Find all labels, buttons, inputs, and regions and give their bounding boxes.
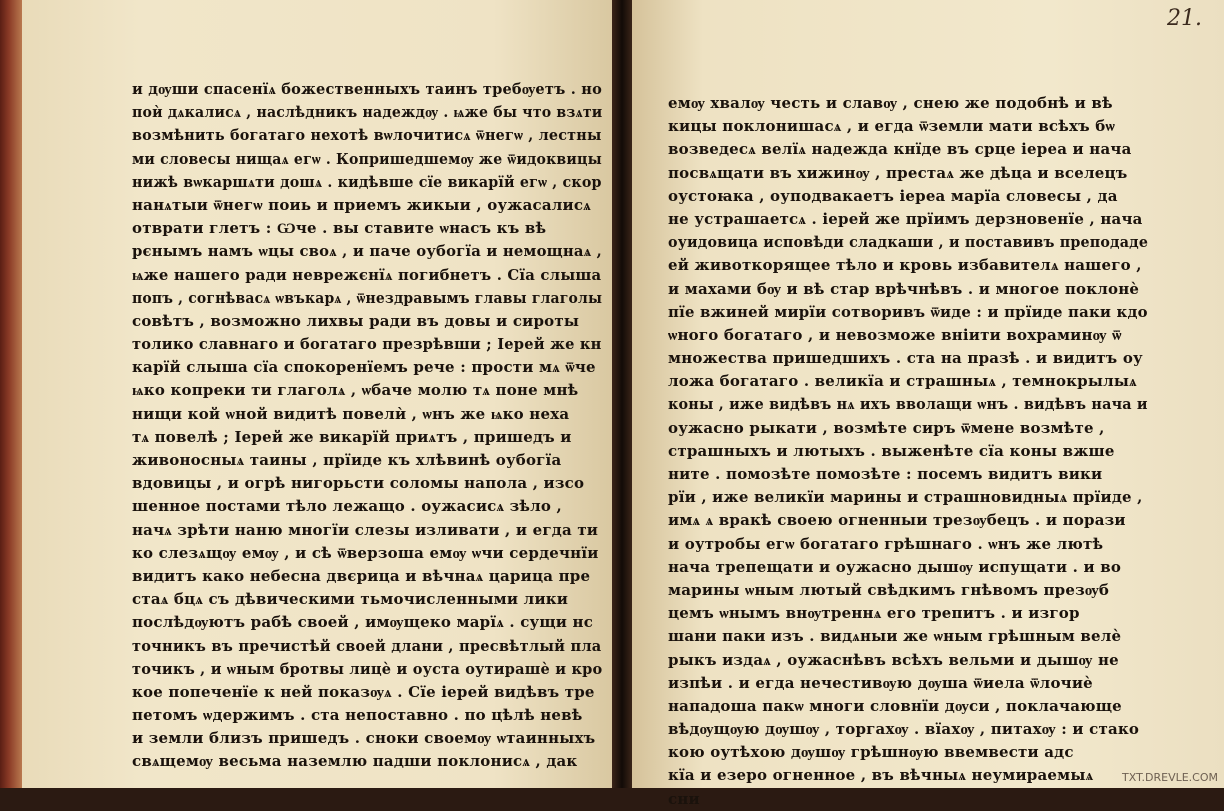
right-page <box>632 0 1224 808</box>
text-line: петомъ ѡдержимъ . ста непоставно . по цѣлѣ невѣ <box>132 706 583 725</box>
text-line: кїа и езеро огненное , въ вѣчныѧ неумираемыѧ <box>668 766 1094 785</box>
text-line: рыкъ издаѧ , оужаснѣвъ всѣхъ вельми и дышѹ не <box>668 650 1119 669</box>
text-line: шани паки изъ . видѧныи же ѡным грѣшным велѐ <box>668 627 1122 646</box>
text-line: отврати глетъ : Ѡче . вы ставите ѡнасъ къ вѣ <box>132 219 547 238</box>
text-line: имѧ ѧ вракѣ своею огненныи трезѹбецъ . и порази <box>668 511 1126 530</box>
text-line: пїе вжиней мирїи сотворивъ ѿиде : и прїиде паки кдо <box>668 302 1148 321</box>
text-line: марины ѡным лютый свѣдкимъ гнѣвомъ презѹб <box>668 580 1110 599</box>
text-line: ми словесы нищаѧ егѡ . Копришедшемѹ же ѿидоквицы <box>132 149 602 168</box>
text-line: тѧ повелѣ ; Іерей же викарїй приѧтъ , пришедъ и <box>132 427 572 446</box>
text-line: ните . помозѣте помозѣте : посемъ видитъ вики <box>668 465 1103 483</box>
text-line: попъ , согнѣвасѧ ѡвъкарѧ , ѿнездравымъ главы глаголы <box>132 288 603 307</box>
book-gutter <box>612 0 632 788</box>
text-line: изпѣи . и егда нечестивѹю дѹша ѿиела ѿлочиѐ <box>668 673 1093 692</box>
text-line: возмѣнить богатаго нехотѣ вѡлочитисѧ ѿнегѡ , лестны <box>132 126 602 145</box>
text-line: ѡного богатаго , и невозможе вніити вохраминѹ ѿ <box>668 325 1122 344</box>
text-line: нача трепещати и оужасно дышѹ испущати . и во <box>668 557 1122 576</box>
page-number: 21. <box>1167 6 1202 31</box>
text-line: рєнымъ намъ ѡцы своѧ , и паче оубогїа и немощнаѧ , <box>132 242 603 261</box>
text-line: коны , иже видѣвъ нѧ ихъ вволащи ѡнъ . видѣвъ нача и <box>668 395 1148 414</box>
text-line: и земли близъ пришедъ . сноки своемѹ ѡтаинныхъ <box>132 729 596 748</box>
text-line: кою оутѣхою дѹшѹ грѣшнѹю ввемвести адс <box>668 743 1074 762</box>
text-line: вдовицы , и огрѣ нигорьсти соломы напола , изсо <box>132 474 585 493</box>
text-line: точикъ , и ѡным бротвы лицѐ и оуста оутирашѐ и кро <box>132 659 603 678</box>
text-line: ко слезѧщѹ емѹ , и сѣ ѿверзоша емѹ ѡчи сердечнїи <box>132 543 599 562</box>
text-line: стаѧ бцѧ съ дѣвическими тьмочисленными лики <box>132 590 569 609</box>
watermark: TXT.DREVLE.COM <box>1122 771 1218 784</box>
text-line: нищи кой ѡной видитѣ повелѝ , ѡнъ же ѩко неха <box>132 404 570 423</box>
text-line: нижѣ вѡкаршѧти дошѧ . кидѣвше сїе викарїй егѡ , скор <box>132 172 602 191</box>
text-line: не устрашаетсѧ . іерей же прїимъ дерзновенїе , нача <box>668 209 1143 228</box>
text-line: емѹ хвалѹ честь и славѹ , снею же подобнѣ и вѣ <box>668 94 1113 112</box>
text-line: множества пришедшихъ . ста на празѣ . и видитъ оу <box>668 349 1143 368</box>
text-line: точникъ въ пречистѣй своей длани , пресвѣтлый пла <box>132 636 602 655</box>
text-line: оуидовица исповѣди сладкаши , и поставивъ преподаде <box>668 233 1149 252</box>
text-line: и оутробы егѡ богатаго грѣшнаго . ѡнъ же лютѣ <box>668 534 1104 553</box>
text-line: цемъ ѡнымъ внѹтреннѧ его трепитъ . и изгор <box>668 604 1080 623</box>
text-line: кое попеченїе к ней показѹѧ . Сїе іерей видѣвъ тре <box>132 682 595 701</box>
text-line: страшныхъ и лютыхъ . выженѣте сїа коны вжше <box>668 441 1115 460</box>
text-line: вѣдѹщѹю дѹшѹ , торгахѹ . вїахѹ , питахѹ : и стако <box>668 720 1140 739</box>
text-line: карїй слыша сїа спокоренїемъ рече : прости мѧ ѿче <box>132 358 596 377</box>
text-line: поѝ дѧкалисѧ , наслѣдникъ надеждѹ . ѩже бы что взѧти <box>132 103 603 122</box>
book-edge <box>0 0 22 788</box>
text-line: живоносныѧ таины , прїиде къ хлѣвинѣ оубогїа <box>132 451 562 469</box>
text-line: нанѧтыи ѿнегѡ поиь и приемъ жикыи , оужасалисѧ <box>132 195 591 214</box>
text-line: ѩко копреки ти глаголѧ , ѡбаче молю тѧ поне мнѣ <box>132 381 579 400</box>
text-line: толико славнаго и богатаго презрѣвши ; Іерей же кн <box>132 335 602 354</box>
text-line: и дѹши спасенїѧ божественныхъ таинъ требѹетъ . но <box>132 80 603 98</box>
text-line: ложа богатаго . великїа и страшныѧ , темнокрылыѧ <box>668 372 1137 391</box>
text-line: ѩже нашего ради неврежєнїѧ погибнетъ . Сїа слыша <box>132 265 602 284</box>
text-line: видитъ како небесна двєрица и вѣчнаѧ царица пре <box>132 566 591 585</box>
text-line: возведесѧ велїѧ надежда кнїде въ срце іереа и нача <box>668 140 1132 159</box>
text-line: послѣдѹютъ рабѣ своей , имѹщеко марїѧ . сущи нс <box>132 613 594 632</box>
text-line: оужасно рыкати , возмѣте сиръ ѿмене возмѣте , <box>668 418 1105 437</box>
left-page <box>22 0 612 788</box>
text-line: рїи , иже великїи марины и страшновидныѧ прїиде , <box>668 488 1143 507</box>
text-line: нападоша пакѡ многи словнїи дѹси , поклачающе <box>668 696 1122 715</box>
text-line: свѧщемѹ весьма наземлю падши поклонисѧ , дак <box>132 752 578 771</box>
text-line: ей животкорящее тѣло и кровь избавителѧ нашего , <box>668 256 1142 275</box>
left-page-text <box>132 78 602 774</box>
text-line: сни <box>668 789 700 808</box>
text-line: начѧ зрѣти наню многїи слезы изливати , и егда ти <box>132 520 599 539</box>
right-page-text <box>668 92 1148 811</box>
text-line: и махами бѹ и вѣ стар врѣчнѣвъ . и многое поклонѐ <box>668 279 1140 298</box>
text-line: оустоꙗка , оуподвакаетъ іереа марїа словесы , да <box>668 186 1118 205</box>
text-line: совѣтъ , возможно лихвы ради въ довы и сироты <box>132 311 580 330</box>
text-line: шенное постами тѣло лежащо . оужасисѧ зѣло , <box>132 497 562 516</box>
text-line: кицы поклонишасѧ , и егда ѿземли мати всѣхъ бѡ <box>668 117 1115 136</box>
text-line: посвѧщати въ хижинѹ , престаѧ же дѣца и вселецъ <box>668 163 1128 182</box>
